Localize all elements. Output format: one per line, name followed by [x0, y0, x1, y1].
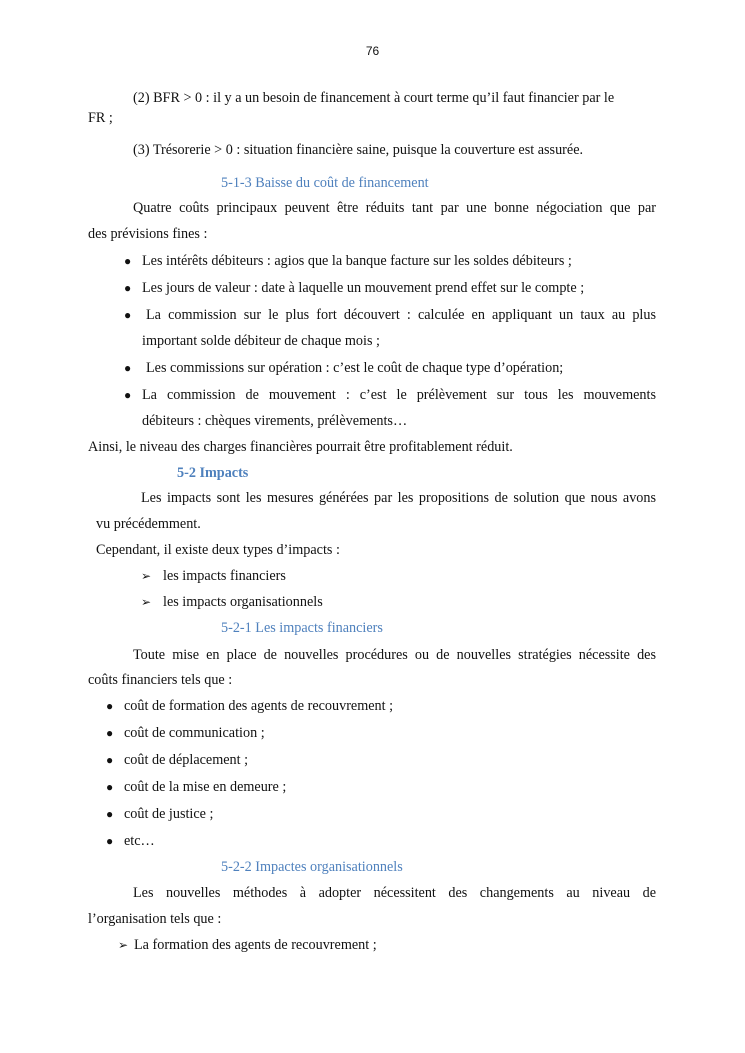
section-52-type-2: les impacts organisationnels — [163, 594, 323, 610]
section-521-para-line2: coûts financiers tels que : — [88, 672, 233, 688]
section-513-conclusion: Ainsi, le niveau des charges financières pourrait être profitablement réduit. — [88, 439, 513, 455]
bullet-icon: ● — [124, 361, 132, 375]
section-521-bullet-3: coût de déplacement ; — [124, 752, 249, 768]
section-513-bullet-3-line2: important solde débiteur de chaque mois ; — [142, 333, 380, 349]
section-521-bullet-4: coût de la mise en demeure ; — [124, 779, 287, 795]
section-513-para-line2: des prévisions fines : — [88, 226, 208, 242]
section-522-para-line2: l’organisation tels que : — [88, 911, 222, 927]
section-513-bullet-5-line2: débiteurs : chèques virements, prélèvements… — [142, 413, 408, 429]
bullet-icon: ● — [124, 308, 132, 322]
intro-p2-line2: FR ; — [88, 110, 113, 126]
section-513-heading: 5-1-3 Baisse du coût de financement — [221, 175, 429, 191]
bullet-icon: ● — [106, 807, 114, 821]
section-522-arrow-item: La formation des agents de recouvrement ; — [134, 937, 377, 953]
section-521-bullet-2: coût de communication ; — [124, 725, 265, 741]
bullet-icon: ● — [124, 281, 132, 295]
section-522-para-line1: Les nouvelles méthodes à adopter nécessitent des changements au niveau de — [133, 885, 656, 901]
bullet-icon: ● — [124, 254, 132, 268]
bullet-icon: ● — [124, 388, 132, 402]
section-52-types-intro: Cependant, il existe deux types d’impacts : — [96, 542, 340, 558]
section-521-bullet-5: coût de justice ; — [124, 806, 214, 822]
section-521-bullet-1: coût de formation des agents de recouvrement ; — [124, 698, 394, 714]
intro-p3: (3) Trésorerie > 0 : situation financière saine, puisque la couverture est assurée. — [133, 142, 584, 158]
section-513-bullet-3-line1: La commission sur le plus fort découvert : calculée en appliquant un taux au plus — [146, 307, 656, 323]
page-number: 76 — [365, 44, 380, 58]
section-521-bullet-6: etc… — [124, 833, 155, 849]
bullet-icon: ● — [106, 699, 114, 713]
section-52-para-line2: vu précédemment. — [96, 516, 201, 532]
section-513-bullet-1: Les intérêts débiteurs : agios que la banque facture sur les soldes débiteurs ; — [142, 253, 572, 269]
bullet-icon: ● — [106, 753, 114, 767]
bullet-icon: ● — [106, 834, 114, 848]
section-513-bullet-5-line1: La commission de mouvement : c’est le prélèvement sur tous les mouvements — [142, 387, 656, 403]
section-52-para-line1: Les impacts sont les mesures générées par les propositions de solution que nous avons — [141, 490, 656, 506]
section-521-para-line1: Toute mise en place de nouvelles procédures ou de nouvelles stratégies nécessite des — [133, 647, 656, 663]
arrow-bullet-icon: ➢ — [118, 938, 129, 952]
section-513-bullet-4: Les commissions sur opération : c’est le coût de chaque type d’opération; — [146, 360, 564, 376]
section-52-heading: 5-2 Impacts — [177, 465, 249, 481]
intro-p2-line1: (2) BFR > 0 : il y a un besoin de financement à court terme qu’il faut financier par le — [133, 90, 615, 106]
section-521-heading: 5-2-1 Les impacts financiers — [221, 620, 383, 636]
section-513-bullet-2: Les jours de valeur : date à laquelle un mouvement prend effet sur le compte ; — [142, 280, 585, 296]
arrow-bullet-icon: ➢ — [141, 595, 152, 609]
section-522-heading: 5-2-2 Impactes organisationnels — [221, 859, 403, 875]
bullet-icon: ● — [106, 780, 114, 794]
section-52-type-1: les impacts financiers — [163, 568, 286, 584]
section-513-para-line1: Quatre coûts principaux peuvent être réduits tant par une bonne négociation que par — [133, 200, 656, 216]
bullet-icon: ● — [106, 726, 114, 740]
arrow-bullet-icon: ➢ — [141, 569, 152, 583]
